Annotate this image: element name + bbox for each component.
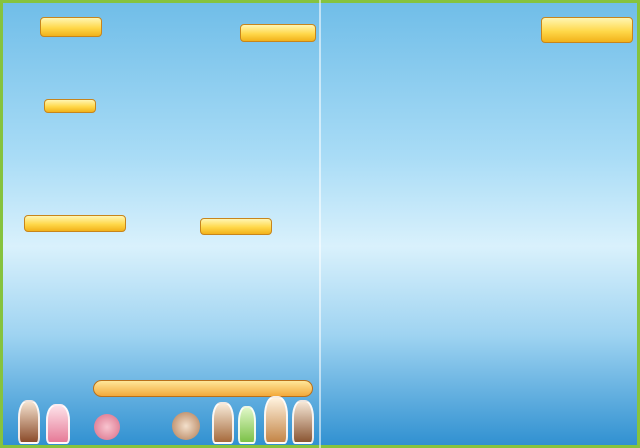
energy-title [44, 99, 96, 113]
energy-redbull-list [86, 121, 124, 203]
milkshake-item-list [274, 259, 314, 379]
juices-item-list [545, 44, 631, 396]
icecream-title [24, 215, 126, 232]
chocolate-milkshake-image [18, 400, 40, 444]
green-drink-image [238, 406, 256, 444]
strawberry-milkshake-image [46, 404, 70, 444]
milkshake-title [200, 218, 272, 235]
shakes-title [40, 17, 102, 37]
juices-title [541, 17, 633, 43]
coffee-shake-image [212, 402, 234, 444]
energy-codred-list [30, 121, 66, 203]
page-fold [319, 0, 321, 448]
iced-coffee-image [292, 400, 314, 444]
salads-title [240, 24, 316, 42]
addon-flavor-banner [93, 380, 313, 397]
salads-item-list [245, 46, 315, 214]
icecream-roll-image [94, 414, 120, 440]
shakes-item-list [66, 40, 110, 86]
caramel-shake-image [264, 396, 288, 444]
icecream-item-list [112, 259, 150, 379]
icecream-bowl-image [172, 412, 200, 440]
